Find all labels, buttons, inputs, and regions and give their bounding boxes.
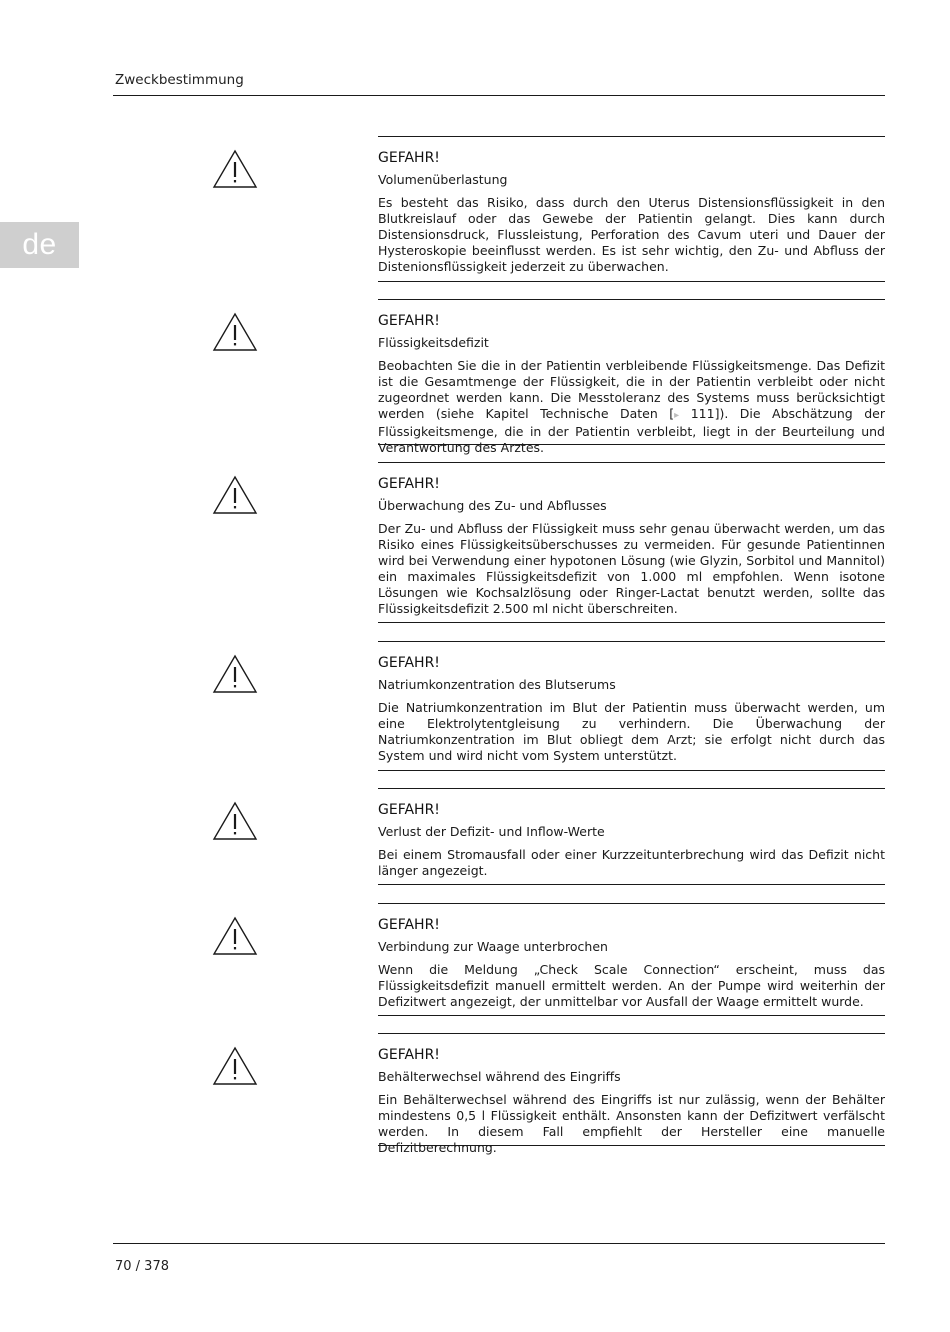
- warning-subtitle: Volumenüberlastung: [378, 172, 508, 187]
- warning-box-container-change: [378, 1033, 885, 1155]
- page-reference-link[interactable]: 111: [690, 406, 715, 421]
- warning-subtitle: Verlust der Defizit- und Inflow-Werte: [378, 824, 605, 839]
- warning-text: Wenn die Meldung „Check Scale Connection“ erscheint, muss das Flüssigkeitsdefizit manuell ermittelt werden. An der Pumpe wird weiterhin der Defizitwert angezeigt, der unmittelbar vor Ausfall der Waage ermittelt wurde.: [378, 962, 885, 1009]
- warning-subtitle: Überwachung des Zu- und Abflusses: [378, 498, 607, 513]
- footer-divider: [113, 1243, 885, 1244]
- warning-title: GEFAHR!: [378, 150, 440, 166]
- warning-title: GEFAHR!: [378, 1047, 440, 1063]
- page-number: 70 / 378: [115, 1259, 169, 1274]
- warning-triangle-icon: [212, 149, 258, 189]
- page-reference-arrow-icon: ▸: [674, 410, 680, 421]
- warning-triangle-icon: [212, 916, 258, 956]
- warning-triangle-icon: [212, 312, 258, 352]
- warning-triangle-icon: [212, 654, 258, 694]
- warning-title: GEFAHR!: [378, 313, 440, 329]
- warning-box-volume-overload: [378, 136, 885, 282]
- warning-box-fluid-deficit: [378, 299, 885, 455]
- warning-text: Es besteht das Risiko, dass durch den Uterus Distensionsflüssigkeit in den Blutkreislauf oder das Gewebe der Patientin gelangt. Dies kann durch Distensionsdruck, Flussleistung, Perforation des Cavum uteri und Dauer der Hysteroskopie beeinflusst werden. Es ist sehr wichtig, den Zu- und Abfluss der Distenionsflüssigkeit jederzeit zu überwachen.: [378, 195, 885, 274]
- warning-text-part: Beobachten Sie die in der Patientin verbleibende Flüssigkeitsmenge. Das Defizit ist die Gesamtmenge der Flüssigkeit, die in der Patientin verbleibt oder nicht zugeordnet werden kann. Die Messtoleranz des Systems muss berücksichtigt werden (siehe Kapitel Technische Daten [: [378, 358, 885, 421]
- warning-box-value-loss: [378, 788, 885, 885]
- warning-text: Die Natriumkonzentration im Blut der Patientin muss überwacht werden, um eine Elektrolytentgleisung zu verhindern. Die Überwachung der Natriumkonzentration im Blut obliegt dem Arzt; sie erfolgt nicht durch das System und wird nicht vom System unterstützt.: [378, 700, 885, 763]
- running-header: Zweckbestimmung: [115, 72, 244, 88]
- warning-triangle-icon: [212, 1046, 258, 1086]
- warning-subtitle: Natriumkonzentration des Blutserums: [378, 677, 616, 692]
- warning-text-part: ]). Die Abschätzung der Flüssigkeitsmenge, die in der Patientin verbleibt, liegt in der Beurteilung und Verantwortung des Arztes.: [378, 406, 885, 455]
- warning-title: GEFAHR!: [378, 802, 440, 818]
- warning-triangle-icon: [212, 475, 258, 515]
- warning-text: [378, 358, 885, 456]
- warning-box-scale-connection: [378, 903, 885, 1016]
- warning-title: GEFAHR!: [378, 476, 440, 492]
- warning-text: Bei einem Stromausfall oder einer Kurzzeitunterbrechung wird das Defizit nicht länger angezeigt.: [378, 847, 885, 878]
- warning-text: Der Zu- und Abfluss der Flüssigkeit muss sehr genau überwacht werden, um das Risiko eines Flüssigkeitsüberschusses zu vermeiden. Für gesunde Patientinnen wird bei Verwendung einer hypotonen Lösung (wie Glyzin, Sorbitol und Mannitol) ein maximales Flüssigkeitsdefizit von 1.000 ml empfohlen. Wenn isotone Lösungen wie Kochsalzlösung oder Ringer-Lactat benutzt werden, sollte das Flüssigkeitsdefizit 2.500 ml nicht überschreiten.: [378, 521, 885, 616]
- warning-title: GEFAHR!: [378, 655, 440, 671]
- warning-text: Ein Behälterwechsel während des Eingriffs ist nur zulässig, wenn der Behälter mindestens 0,5 l Flüssigkeit enthält. Ansonsten kann der Defizitwert verfälscht werden. In diesem Fall empfiehlt der Hersteller eine manuelle Defizitberechnung.: [378, 1092, 885, 1155]
- language-tab[interactable]: de: [0, 222, 79, 268]
- warning-subtitle: Flüssigkeitsdefizit: [378, 335, 489, 350]
- warning-subtitle: Behälterwechsel während des Eingriffs: [378, 1069, 621, 1084]
- warning-triangle-icon: [212, 801, 258, 841]
- warning-subtitle: Verbindung zur Waage unterbrochen: [378, 939, 608, 954]
- warning-box-sodium-concentration: [378, 641, 885, 771]
- header-divider: [113, 95, 885, 96]
- warning-box-inflow-outflow-monitoring: [378, 462, 885, 623]
- warning-title: GEFAHR!: [378, 917, 440, 933]
